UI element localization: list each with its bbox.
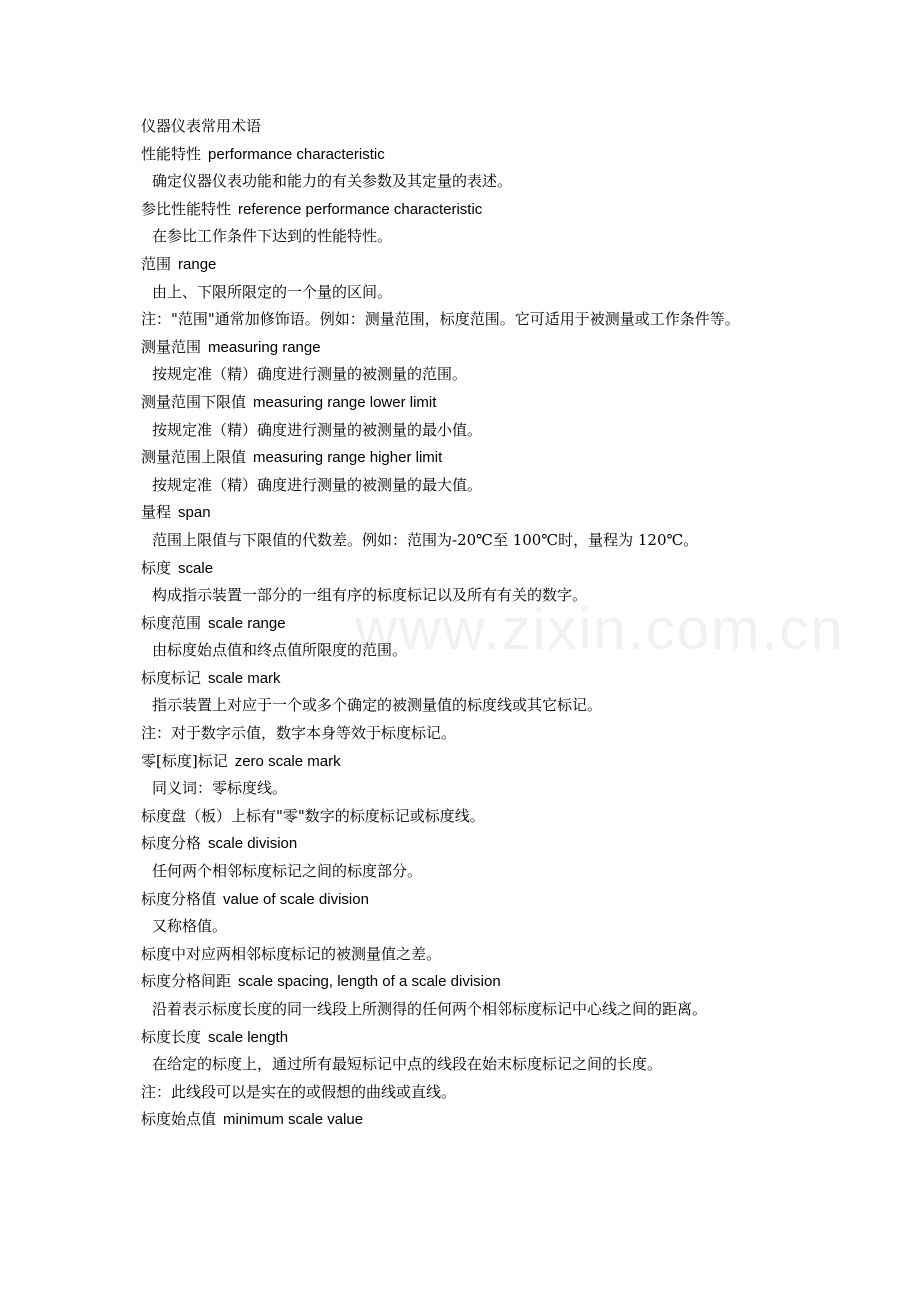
term-heading [141, 444, 801, 472]
term-heading [141, 748, 801, 776]
term-chinese: 测量范围 [141, 337, 202, 356]
term-chinese: 标度分格 [141, 834, 202, 853]
term-chinese: 参比性能特性 [141, 199, 232, 218]
term-definition: 按规定准（精）确度进行测量的被测量的范围。 [152, 365, 468, 384]
term-chinese: 标度分格值 [141, 889, 217, 908]
term-heading [141, 665, 801, 693]
term-note: 标度盘（板）上标有"零"数字的标度标记或标度线。 [141, 806, 485, 825]
term-english: measuring range lower limit [253, 393, 437, 411]
term-definition: 任何两个相邻标度标记之间的标度部分。 [152, 862, 423, 881]
term-chinese: 标度始点值 [141, 1110, 217, 1129]
term-chinese: 性能特性 [141, 144, 202, 163]
term-english: value of scale division [223, 890, 369, 908]
term-english: scale mark [208, 669, 281, 687]
term-english: minimum scale value [223, 1111, 364, 1129]
term-chinese: 零[标度]标记 [141, 751, 228, 770]
term-definition: 同义词：零标度线。 [152, 779, 288, 798]
watermark: www.zixin.com.cn [355, 597, 845, 662]
term-english: scale range [208, 614, 286, 632]
term-chinese: 测量范围上限值 [141, 448, 247, 467]
term-definition: 在给定的标度上，通过所有最短标记中点的线段在始末标度标记之间的长度。 [152, 1055, 663, 1074]
term-english: measuring range higher limit [253, 449, 443, 467]
term-definition: 在参比工作条件下达到的性能特性。 [152, 227, 393, 246]
term-english: measuring range [208, 338, 321, 356]
term-heading [141, 196, 801, 224]
entries-list [141, 141, 801, 1134]
term-definition: 范围上限值与下限值的代数差。例如：范围为-20℃至 100℃时，量程为 120℃。 [152, 530, 699, 549]
term-chinese: 范围 [141, 254, 172, 273]
term-english: performance characteristic [208, 145, 385, 163]
document-page [141, 113, 801, 1134]
term-heading [141, 886, 801, 914]
term-definition: 确定仪器仪表功能和能力的有关参数及其定量的表述。 [152, 172, 513, 191]
term-definition: 构成指示装置一部分的一组有序的标度标记以及所有有关的数字。 [152, 586, 588, 605]
term-english: range [178, 255, 217, 273]
term-english: scale [178, 559, 214, 577]
term-definition: 按规定准（精）确度进行测量的被测量的最小值。 [152, 420, 483, 439]
term-english: zero scale mark [234, 752, 341, 770]
term-heading [141, 1024, 801, 1052]
term-chinese: 量程 [141, 503, 172, 522]
term-english: scale length [208, 1028, 289, 1046]
term-heading [141, 499, 801, 527]
term-heading [141, 251, 801, 279]
term-definition: 由上、下限所限定的一个量的区间。 [152, 282, 393, 301]
term-heading [141, 1106, 801, 1134]
term-heading [141, 141, 801, 169]
term-chinese: 标度范围 [141, 613, 202, 632]
term-definition: 按规定准（精）确度进行测量的被测量的最大值。 [152, 475, 483, 494]
term-note: 注："范围"通常加修饰语。例如：测量范围，标度范围。它可适用于被测量或工作条件等。 [141, 310, 740, 329]
term-heading [141, 968, 801, 996]
term-definition: 沿着表示标度长度的同一线段上所测得的任何两个相邻标度标记中心线之间的距离。 [152, 1000, 708, 1018]
term-chinese: 标度 [141, 558, 172, 577]
term-chinese: 标度标记 [141, 668, 202, 687]
term-definition: 又称格值。 [152, 917, 228, 936]
term-note: 注：此线段可以是实在的或假想的曲线或直线。 [141, 1082, 457, 1101]
term-chinese: 标度分格间距 [141, 972, 232, 991]
term-english: scale spacing, length of a scale division [238, 973, 501, 991]
term-heading [141, 555, 801, 583]
term-note: 标度中对应两相邻标度标记的被测量值之差。 [141, 944, 442, 963]
term-english: span [178, 504, 211, 522]
document-title: 仪器仪表常用术语 [141, 117, 262, 135]
term-definition: 指示装置上对应于一个或多个确定的被测量值的标度线或其它标记。 [152, 696, 603, 715]
term-chinese: 标度长度 [141, 1027, 202, 1046]
term-english: reference performance characteristic [238, 200, 483, 218]
term-definition: 由标度始点值和终点值所限度的范围。 [152, 641, 408, 660]
term-note: 注：对于数字示值，数字本身等效于标度标记。 [141, 724, 457, 743]
term-heading [141, 830, 801, 858]
term-heading [141, 334, 801, 362]
term-chinese: 测量范围下限值 [141, 392, 247, 411]
term-english: scale division [208, 835, 298, 853]
term-heading [141, 610, 801, 638]
term-heading [141, 389, 801, 417]
